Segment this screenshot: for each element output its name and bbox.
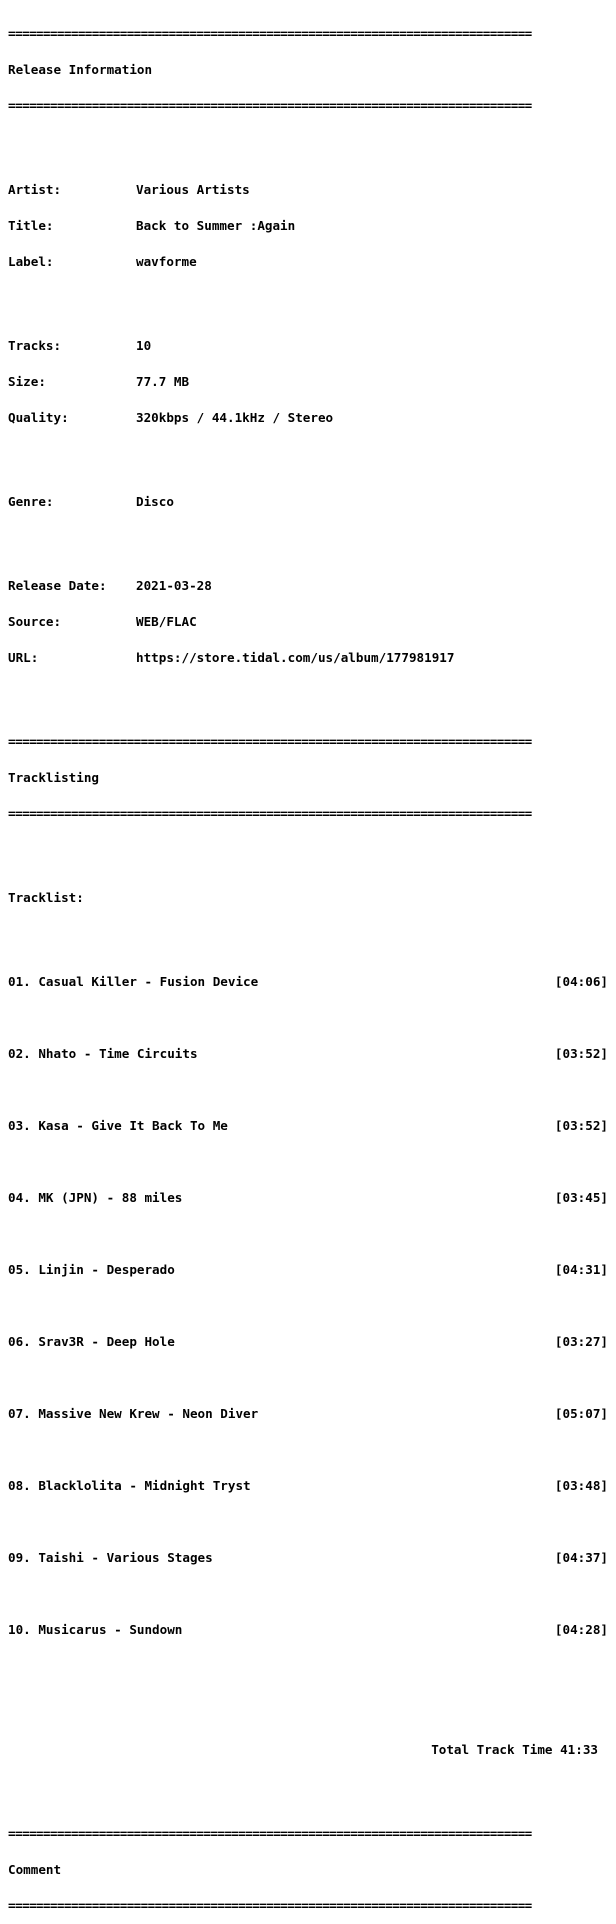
track-duration: [03:52] — [554, 1118, 608, 1133]
blank-line — [8, 1588, 616, 1600]
field-source — [8, 616, 616, 628]
field-label: Tracks: — [8, 338, 62, 353]
track-name: 06. Srav3R - Deep Hole — [8, 1334, 175, 1349]
field-label: URL: — [8, 650, 39, 665]
blank-line — [8, 1444, 616, 1456]
track-name: 07. Massive New Krew - Neon Diver — [8, 1406, 259, 1421]
blank-line — [8, 1012, 616, 1024]
blank-line — [8, 532, 616, 544]
blank-line — [8, 688, 616, 700]
blank-line — [8, 1300, 616, 1312]
blank-line — [8, 1228, 616, 1240]
field-label: Source: — [8, 614, 62, 629]
field-label: Release Date: — [8, 578, 107, 593]
track-name: 09. Taishi - Various Stages — [8, 1550, 213, 1565]
field-value: Back to Summer :Again — [136, 218, 296, 233]
track-row — [8, 1264, 608, 1276]
field-value: 77.7 MB — [136, 374, 190, 389]
separator-line: =========================================================================== — [8, 806, 532, 821]
field-label: Title: — [8, 218, 54, 233]
tracklist-heading: Tracklist: — [8, 890, 84, 905]
field-value: Various Artists — [136, 182, 250, 197]
track-duration: [03:48] — [554, 1478, 608, 1493]
blank-line — [8, 1516, 616, 1528]
track-duration: [04:06] — [554, 974, 608, 989]
track-name: 01. Casual Killer - Fusion Device — [8, 974, 259, 989]
track-row — [8, 976, 608, 988]
field-tracks — [8, 340, 616, 352]
field-label: Genre: — [8, 494, 54, 509]
blank-line — [8, 1156, 616, 1168]
field-value: WEB/FLAC — [136, 614, 197, 629]
track-row — [8, 1048, 608, 1060]
track-row — [8, 1120, 608, 1132]
separator-line: =========================================================================== — [8, 98, 532, 113]
blank-line — [8, 136, 616, 148]
track-name: 10. Musicarus - Sundown — [8, 1622, 183, 1637]
field-value: wavforme — [136, 254, 197, 269]
field-url — [8, 652, 616, 664]
total-track-time: Total Track Time 41:33 — [431, 1742, 598, 1757]
blank-line — [8, 448, 616, 460]
blank-line — [8, 1372, 616, 1384]
track-duration: [03:27] — [554, 1334, 608, 1349]
track-duration: [04:28] — [554, 1622, 608, 1637]
section-heading-release-info: Release Information — [8, 62, 153, 77]
blank-line — [8, 1780, 616, 1792]
field-size — [8, 376, 616, 388]
track-row — [8, 1624, 608, 1636]
field-label-name — [8, 256, 616, 268]
field-quality — [8, 412, 616, 424]
track-duration: [03:45] — [554, 1190, 608, 1205]
separator-line: =========================================================================== — [8, 1898, 532, 1913]
field-release-date — [8, 580, 616, 592]
section-heading-tracklisting: Tracklisting — [8, 770, 99, 785]
field-genre — [8, 496, 616, 508]
field-label: Quality: — [8, 410, 69, 425]
field-label: Size: — [8, 374, 46, 389]
track-duration: [04:37] — [554, 1550, 608, 1565]
track-name: 05. Linjin - Desperado — [8, 1262, 175, 1277]
track-name: 02. Nhato - Time Circuits — [8, 1046, 198, 1061]
field-label: Label: — [8, 254, 54, 269]
blank-line — [8, 928, 616, 940]
track-row — [8, 1192, 608, 1204]
track-name: 03. Kasa - Give It Back To Me — [8, 1118, 228, 1133]
field-value: 2021-03-28 — [136, 578, 212, 593]
track-row — [8, 1480, 608, 1492]
field-title — [8, 220, 616, 232]
field-value: 320kbps / 44.1kHz / Stereo — [136, 410, 334, 425]
field-value: 10 — [136, 338, 152, 353]
separator-line: =========================================================================== — [8, 26, 532, 41]
blank-line — [8, 292, 616, 304]
track-row — [8, 1336, 608, 1348]
track-name: 08. Blacklolita - Midnight Tryst — [8, 1478, 251, 1493]
blank-line — [8, 1660, 616, 1672]
separator-line: =========================================================================== — [8, 734, 532, 749]
track-row — [8, 1552, 608, 1564]
track-duration: [03:52] — [554, 1046, 608, 1061]
track-name: 04. MK (JPN) - 88 miles — [8, 1190, 183, 1205]
track-duration: [05:07] — [554, 1406, 608, 1421]
url-value[interactable]: https://store.tidal.com/us/album/177981917 — [136, 650, 455, 665]
track-row — [8, 1408, 608, 1420]
section-heading-comment: Comment — [8, 1862, 62, 1877]
field-artist — [8, 184, 616, 196]
track-duration: [04:31] — [554, 1262, 608, 1277]
field-value: Disco — [136, 494, 174, 509]
blank-line — [8, 1084, 616, 1096]
separator-line: =========================================================================== — [8, 1826, 532, 1841]
blank-line — [8, 844, 616, 856]
blank-line — [8, 1696, 616, 1708]
field-label: Artist: — [8, 182, 62, 197]
